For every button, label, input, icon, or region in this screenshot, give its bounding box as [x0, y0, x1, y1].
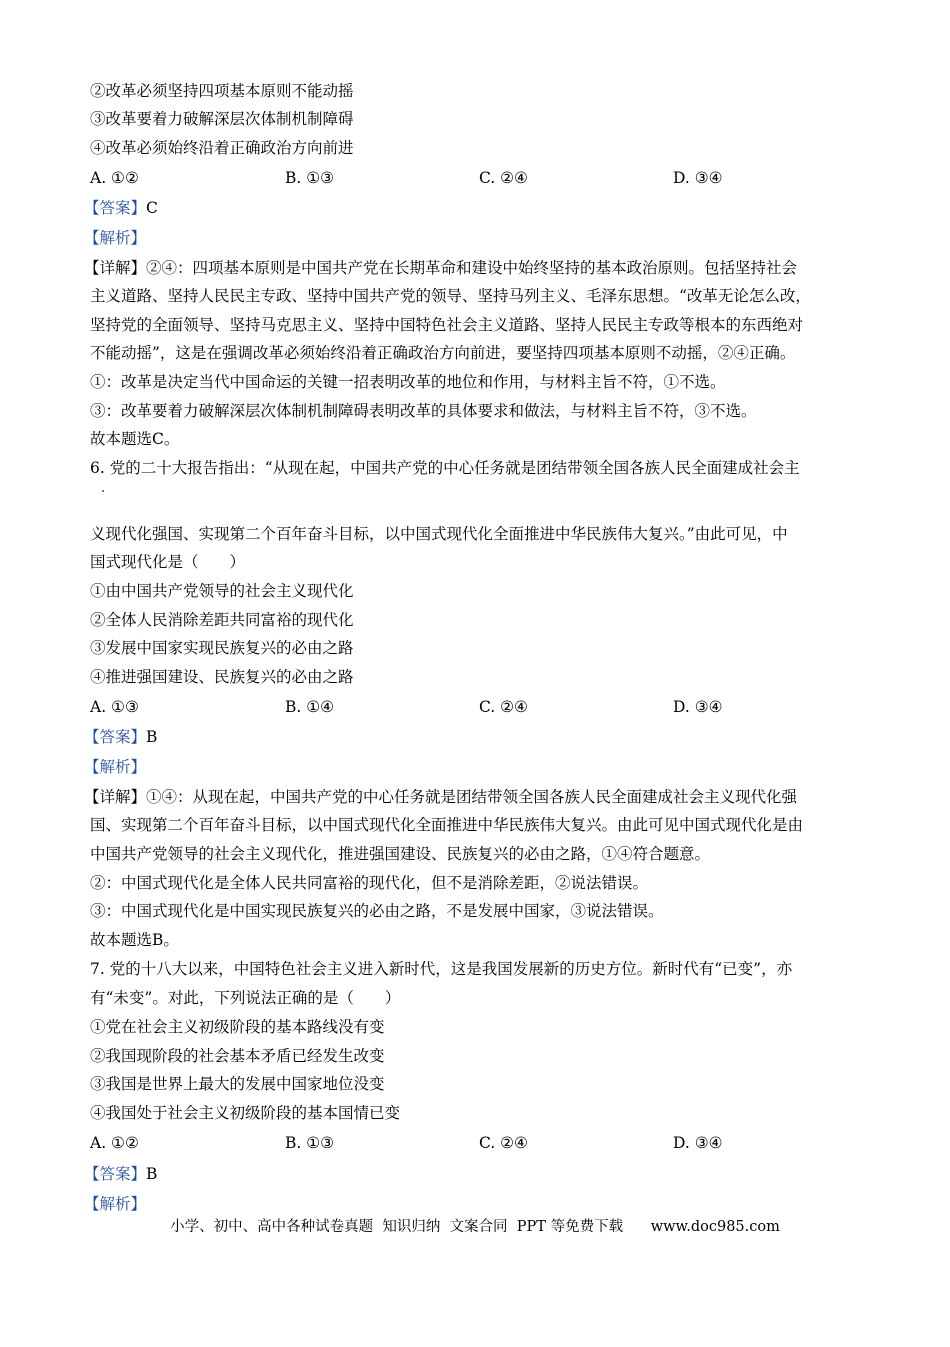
statement-4: ④改革必须始终沿着正确政治方向前进 [90, 139, 354, 157]
explanation-line: 主义道路、坚持人民民主专政、坚持中国共产党的领导、坚持马列主义、毛泽东思想。“改革无论怎么改， [90, 287, 811, 305]
statement-4: ④我国处于社会主义初级阶段的基本国情已变 [90, 1104, 401, 1122]
explanation-line [84, 258, 797, 278]
conclusion-line: 故本题选C。 [90, 430, 180, 448]
question-stem: 7. 党的十八大以来，中国特色社会主义进入新时代，这是我国发展新的历史方位。新时代有“已变”，亦 [90, 960, 793, 978]
answer-line [84, 198, 158, 218]
question-stem: 有“未变”。对此，下列说法正确的是（ ） [90, 989, 401, 1007]
detail-tag: 【详解】 [84, 259, 147, 277]
answer-tag: 【答案】 [84, 1165, 147, 1183]
explanation-line [84, 787, 797, 807]
option-a: A. ①② [90, 1134, 139, 1152]
explanation-text: ②④：四项基本原则是中国共产党在长期革命和建设中始终坚持的基本政治原则。包括坚持社会 [146, 259, 798, 277]
explanation-line: ①：改革是决定当代中国命运的关键一招表明改革的地位和作用，与材料主旨不符，①不选。 [90, 373, 726, 391]
option-b: B. ①③ [285, 1134, 335, 1152]
explanation-line: 国、实现第二个百年奋斗目标，以中国式现代化全面推进中华民族伟大复兴。由此可见中国式现代化是由 [90, 816, 804, 834]
option-c: C. ②④ [479, 169, 528, 187]
option-c: C. ②④ [479, 698, 528, 716]
answer-value: C [146, 199, 158, 217]
analysis-tag: 【解析】 [84, 229, 147, 247]
statement-2: ②改革必须坚持四项基本原则不能动摇 [90, 82, 354, 100]
statement-2: ②我国现阶段的社会基本矛盾已经发生改变 [90, 1047, 385, 1065]
statement-1: ①党在社会主义初级阶段的基本路线没有变 [90, 1018, 385, 1036]
option-a: A. ①② [90, 169, 139, 187]
answer-line [84, 727, 157, 747]
explanation-text: ①④：从现在起，中国共产党的中心任务就是团结带领全国各族人民全面建成社会主义现代化强 [146, 788, 798, 806]
answer-tag: 【答案】 [84, 199, 147, 217]
statement-4: ④推进强国建设、民族复兴的必由之路 [90, 668, 354, 686]
statement-2: ②全体人民消除差距共同富裕的现代化 [90, 611, 354, 629]
answer-tag: 【答案】 [84, 728, 147, 746]
option-d: D. ③④ [673, 1134, 723, 1152]
question-stem: 国式现代化是（ ） [90, 553, 246, 571]
explanation-line: 不能动摇”，这是在强调改革必须始终沿着正确政治方向前进，要坚持四项基本原则不动摇，②④正确。 [90, 344, 796, 362]
statement-3: ③我国是世界上最大的发展中国家地位没变 [90, 1075, 385, 1093]
answer-line [84, 1164, 157, 1184]
option-b: B. ①④ [285, 698, 335, 716]
statement-1: ①由中国共产党领导的社会主义现代化 [90, 582, 354, 600]
statement-3: ③改革要着力破解深层次体制机制障碍 [90, 110, 354, 128]
option-d: D. ③④ [673, 698, 723, 716]
conclusion-line: 故本题选B。 [90, 931, 179, 949]
analysis-tag: 【解析】 [84, 758, 147, 776]
page-footer[interactable]: 小学、初中、高中各种试卷真题 知识归纳 文案合同 PPT 等免费下载 www.doc985.com [170, 1219, 780, 1235]
question-stem: 义现代化强国、实现第二个百年奋斗目标，以中国式现代化全面推进中华民族伟大复兴。”由此可见，中 [90, 525, 788, 543]
option-a: A. ①③ [90, 698, 139, 716]
explanation-line: ③：中国式现代化是中国实现民族复兴的必由之路，不是发展中国家，③说法错误。 [90, 902, 664, 920]
option-c: C. ②④ [479, 1134, 528, 1152]
explanation-line: ②：中国式现代化是全体人民共同富裕的现代化，但不是消除差距，②说法错误。 [90, 874, 649, 892]
option-d: D. ③④ [673, 169, 723, 187]
explanation-line: 坚持党的全面领导、坚持马克思主义、坚持中国特色社会主义道路、坚持人民民主专政等根本的东西绝对 [90, 316, 804, 334]
answer-value: B [146, 1165, 158, 1183]
explanation-line: ③：改革要着力破解深层次体制机制障碍表明改革的具体要求和做法，与材料主旨不符，③不选。 [90, 402, 757, 420]
option-b: B. ①③ [285, 169, 335, 187]
explanation-line: 中国共产党领导的社会主义现代化，推进强国建设、民族复兴的必由之路，①④符合题意。 [90, 845, 711, 863]
detail-tag: 【详解】 [84, 788, 147, 806]
answer-value: B [146, 728, 158, 746]
statement-3: ③发展中国家实现民族复兴的必由之路 [90, 639, 354, 657]
stray-mark [102, 490, 104, 492]
analysis-tag: 【解析】 [84, 1195, 147, 1213]
question-stem: 6. 党的二十大报告指出：“从现在起，中国共产党的中心任务就是团结带领全国各族人民全面建成社会主 [90, 459, 800, 477]
